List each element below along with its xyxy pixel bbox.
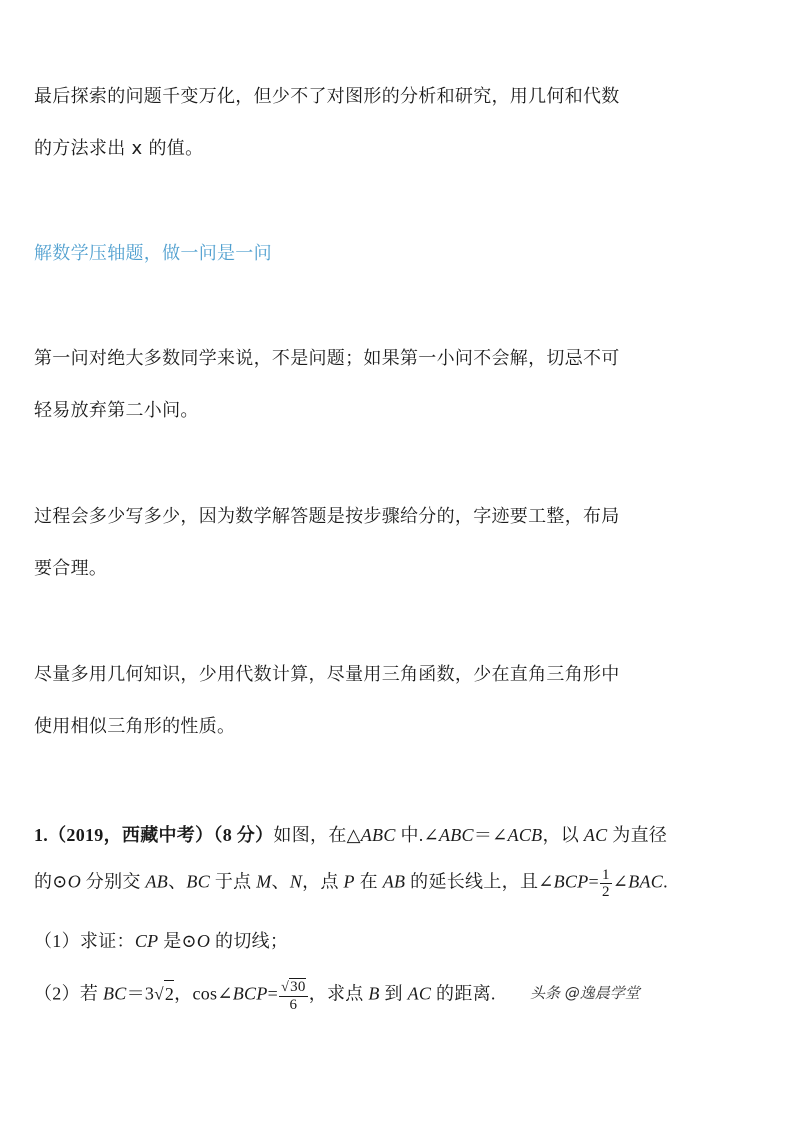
problem-question-1: （1）求证：CP 是⊙O 的切线； (34, 931, 289, 951)
paragraph-2-line-1: 第一问对绝大多数同学来说，不是问题；如果第一小问不会解，切忌不可 (34, 348, 620, 369)
paragraph-3-line-1: 过程会多少写多少，因为数学解答题是按步骤给分的，字迹要工整，布局 (34, 506, 620, 527)
problem-question-2: （2）若 BC＝3√2，cos∠BCP= $\frac{√30}{6}$ ，求点 B 到 AC 的距离. (34, 979, 496, 1013)
problem-source: （2019，西藏中考）（8 分） (48, 825, 274, 845)
watermark: 头条 @逸晨学堂 (530, 984, 640, 1002)
problem-line-1: 1.（2019，西藏中考）（8 分）如图，在△ABC 中.∠ABC＝∠ACB，以 AC 为直径 (34, 825, 668, 845)
problem-line-2: 的⊙O 分别交 AB、BC 于点 M、N，点 P 在 AB 的延长线上，且∠BCP= $\frac{1}{2}$ ∠BAC. (34, 867, 668, 900)
fraction-sqrt30-over-6: $\frac{√30}{6}$ (281, 979, 306, 1013)
paragraph-1-line-2: 的方法求出 x 的值。 (34, 138, 204, 159)
paragraph-2-line-2: 轻易放弃第二小问。 (34, 400, 199, 421)
problem-number: 1. (34, 825, 49, 845)
section-heading: 解数学压轴题，做一问是一问 (34, 243, 272, 264)
sqrt-two: 2 (164, 980, 174, 1007)
fraction-one-half: $\frac{1}{2}$ (601, 867, 610, 900)
paragraph-4-line-1: 尽量多用几何知识，少用代数计算，尽量用三角函数，少在直角三角形中 (34, 664, 620, 685)
paragraph-1-line-1: 最后探索的问题千变万化，但少不了对图形的分析和研究，用几何和代数 (34, 86, 620, 107)
paragraph-4-line-2: 使用相似三角形的性质。 (34, 716, 236, 737)
paragraph-3-line-2: 要合理。 (34, 558, 108, 579)
